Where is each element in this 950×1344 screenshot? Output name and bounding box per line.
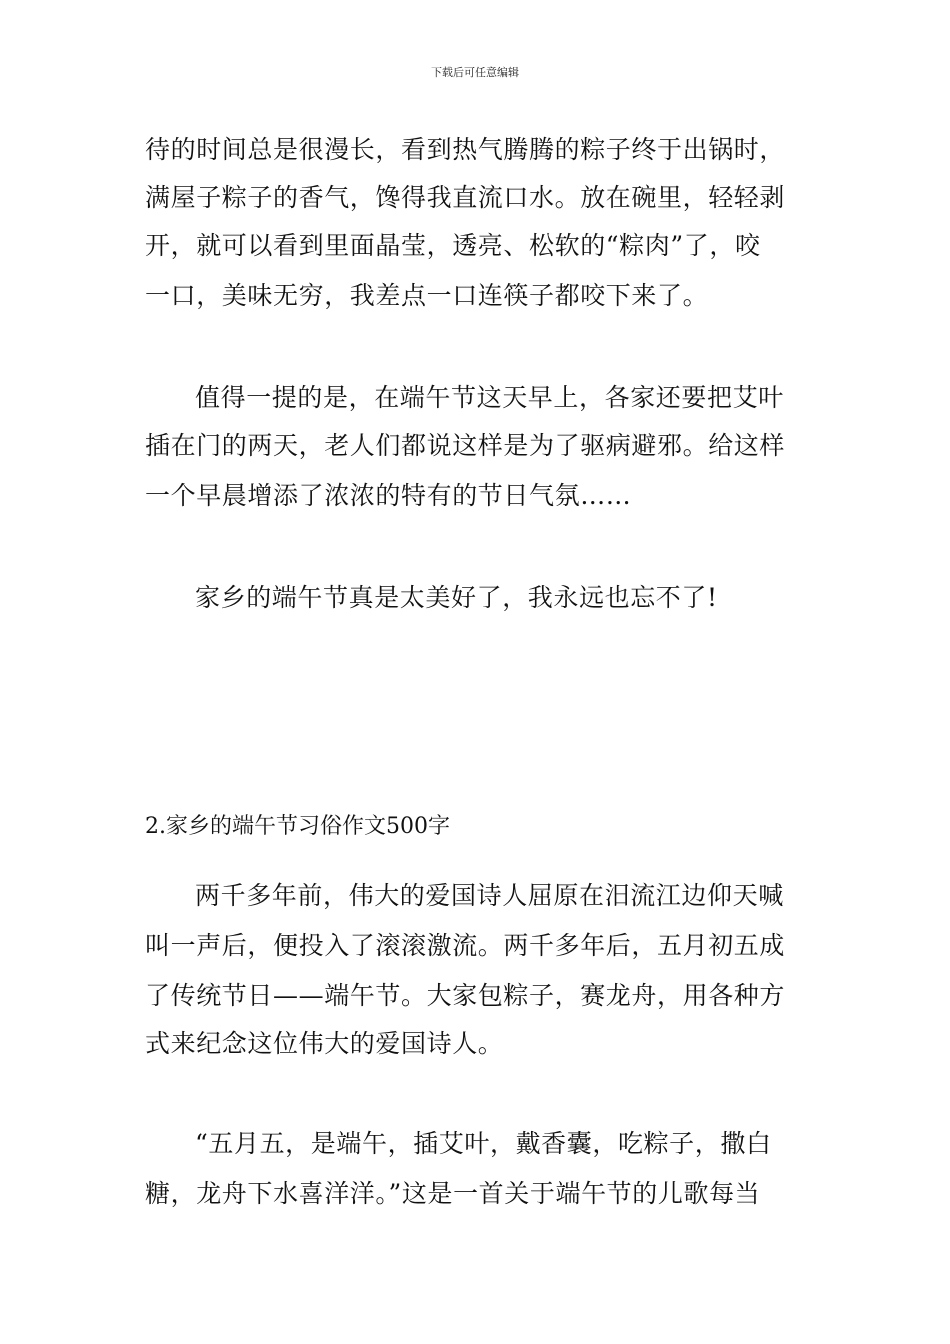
text-line: “五月五，是端午，插艾叶，戴香囊，吃粽子，撒白 (195, 1129, 772, 1158)
text-line: 待的时间总是很漫长，看到热气腾腾的粽子终于出锅时， (145, 135, 786, 164)
section-title: 2.家乡的端午节习俗作文500字 (145, 814, 450, 839)
text-line: 满屋子粽子的香气，馋得我直流口水。放在碗里，轻轻剥 (145, 183, 786, 212)
text-line: 值得一提的是，在端午节这天早上，各家还要把艾叶 (195, 383, 784, 412)
text-line: 家乡的端午节真是太美好了，我永远也忘不了! (195, 583, 718, 612)
text-line: 式来纪念这位伟大的爱国诗人。 (145, 1029, 504, 1058)
text-line: 糖，龙舟下水喜洋洋。”这是一首关于端午节的儿歌每当 (145, 1179, 761, 1208)
text-line: 了传统节日——端午节。大家包粽子，赛龙舟，用各种方 (145, 981, 786, 1010)
page-header: 下载后可任意编辑 (431, 66, 519, 79)
text-line: 开，就可以看到里面晶莹，透亮、松软的“粽肉”了，咬 (145, 231, 761, 260)
text-line: 一个早晨增添了浓浓的特有的节日气氛…… (145, 481, 632, 510)
text-line: 两千多年前，伟大的爱国诗人屈原在汨流江边仰天喊 (195, 881, 784, 910)
text-line: 叫一声后，便投入了滚滚激流。两千多年后，五月初五成 (145, 931, 786, 960)
text-line: 一口，美味无穷，我差点一口连筷子都咬下来了。 (145, 281, 709, 310)
text-line: 插在门的两天，老人们都说这样是为了驱病避邪。给这样 (145, 431, 786, 460)
